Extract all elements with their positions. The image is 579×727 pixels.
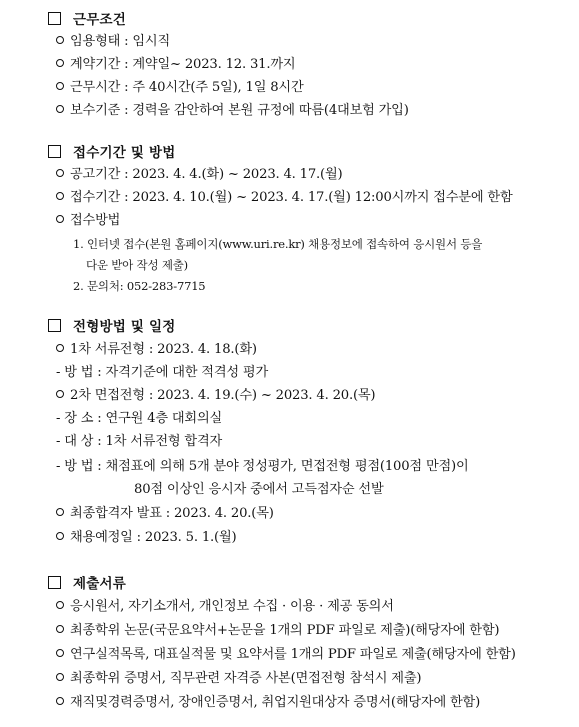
checkbox-square-icon <box>48 12 61 25</box>
circle-bullet-icon <box>56 82 64 90</box>
list-item: 보수기준 : 경력을 감안하여 본원 규정에 따름(4대보험 가입) <box>56 102 409 120</box>
list-item: 응시원서, 자기소개서, 개인정보 수집 · 이용 · 제공 동의서 <box>56 598 394 616</box>
list-item: 접수방법 <box>56 212 120 230</box>
section-title: 제출서류 <box>73 576 126 592</box>
list-item: 최종학위 논문(국문요약서+논문을 1개의 PDF 파일로 제출)(해당자에 한함) <box>56 622 499 640</box>
circle-bullet-icon <box>56 169 64 177</box>
section-title: 접수기간 및 방법 <box>73 145 176 161</box>
circle-bullet-icon <box>56 390 64 398</box>
dash-item: - 방 법 : 채점표에 의해 5개 분야 정성평가, 면접전형 평점(100점 만점)이 <box>56 459 469 474</box>
list-item: 1차 서류전형 : 2023. 4. 18.(화) <box>56 341 257 359</box>
section-title: 근무조건 <box>73 12 126 28</box>
dash-item: - 장 소 : 연구원 4층 대회의실 <box>56 411 223 426</box>
circle-bullet-icon <box>56 532 64 540</box>
section-header-application <box>48 142 176 160</box>
circle-bullet-icon <box>56 508 64 516</box>
section-header-work-conditions <box>48 9 126 27</box>
list-item: 최종학위 증명서, 직무관련 자격증 사본(면접전형 참석시 제출) <box>56 670 421 688</box>
dash-item: - 대 상 : 1차 서류전형 합격자 <box>56 434 223 449</box>
list-item: 근무시간 : 주 40시간(주 5일), 1일 8시간 <box>56 79 304 97</box>
circle-bullet-icon <box>56 36 64 44</box>
checkbox-square-icon <box>48 576 61 589</box>
list-item: 최종합격자 발표 : 2023. 4. 20.(목) <box>56 505 274 523</box>
circle-bullet-icon <box>56 673 64 681</box>
sub-item-continued: 다운 받아 작성 제출) <box>86 258 188 272</box>
list-item: 접수기간 : 2023. 4. 10.(월) ~ 2023. 4. 17.(월) 12:00시까지 접수분에 한함 <box>56 189 513 207</box>
checkbox-square-icon <box>48 145 61 158</box>
sub-item: 1. 인터넷 접수(본원 홈페이지(www.uri.re.kr) 채용정보에 접속하여 응시원서 등을 <box>73 237 483 251</box>
circle-bullet-icon <box>56 601 64 609</box>
section-header-selection <box>48 316 176 334</box>
circle-bullet-icon <box>56 344 64 352</box>
circle-bullet-icon <box>56 215 64 223</box>
list-item: 임용형태 : 임시직 <box>56 33 170 51</box>
circle-bullet-icon <box>56 625 64 633</box>
circle-bullet-icon <box>56 59 64 67</box>
checkbox-square-icon <box>48 319 61 332</box>
circle-bullet-icon <box>56 649 64 657</box>
list-item: 연구실적목록, 대표실적물 및 요약서를 1개의 PDF 파일로 제출(해당자에 한함) <box>56 646 516 664</box>
sub-item: 2. 문의처: 052-283-7715 <box>73 279 206 293</box>
section-title: 전형방법 및 일정 <box>73 319 176 335</box>
list-item: 2차 면접전형 : 2023. 4. 19.(수) ~ 2023. 4. 20.(목) <box>56 387 375 405</box>
list-item: 계약기간 : 계약일~ 2023. 12. 31.까지 <box>56 56 295 74</box>
circle-bullet-icon <box>56 192 64 200</box>
dash-item-continued: 80점 이상인 응시자 중에서 고득점자순 선발 <box>134 482 384 497</box>
list-item: 채용예정일 : 2023. 5. 1.(월) <box>56 529 236 547</box>
circle-bullet-icon <box>56 105 64 113</box>
circle-bullet-icon <box>56 697 64 705</box>
dash-item: - 방 법 : 자격기준에 대한 적격성 평가 <box>56 365 268 380</box>
list-item: 공고기간 : 2023. 4. 4.(화) ~ 2023. 4. 17.(월) <box>56 166 342 184</box>
list-item: 재직및경력증명서, 장애인증명서, 취업지원대상자 증명서(해당자에 한함) <box>56 694 480 712</box>
section-header-documents <box>48 573 126 591</box>
